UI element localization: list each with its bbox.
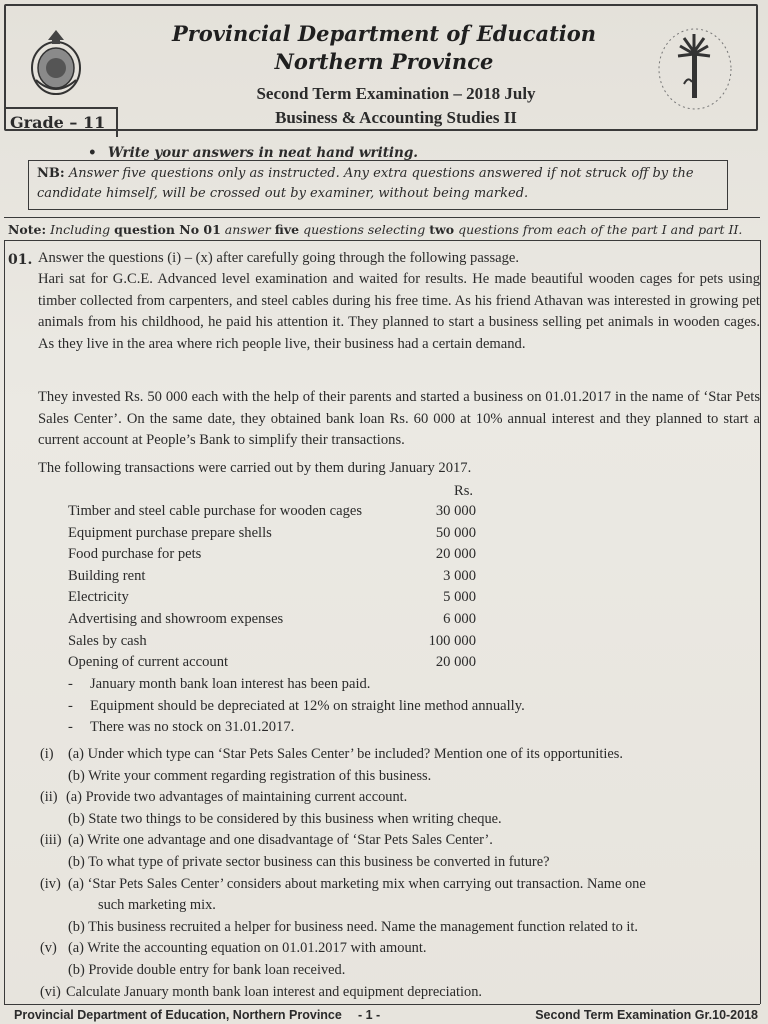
note-text: question No 01 — [114, 222, 221, 237]
table-row — [68, 611, 488, 633]
left-border — [4, 240, 5, 1004]
table-row — [68, 589, 488, 611]
passage-paragraph-1: Hari sat for G.C.E. Advanced level examination and waited for results. He made beautiful wooden cages for pets using timber collected from carpenters, and steel cables during his free time. As his friend Athavan was interested in growing pet animals from his childhood, he paid his attention it. They planned to start a business selling pet animals in wooden cages. As they live in the area where rich people live, their business had a certain demand. — [38, 271, 760, 352]
note-text: answer — [224, 222, 271, 237]
note-item: There was no stock on 31.01.2017. — [90, 719, 295, 736]
title-line-2: Northern Province — [274, 49, 494, 74]
transaction-amount: 5 000 — [443, 589, 476, 606]
sub-question-text: (b) Provide double entry for bank loan received. — [68, 961, 346, 978]
transaction-amount: 30 000 — [435, 503, 476, 519]
note-label: Note: — [8, 222, 47, 237]
subject-name: Business & Accounting Studies II — [275, 108, 517, 127]
instruction-bullet — [88, 145, 418, 161]
transaction-label: Equipment purchase prepare shells — [68, 524, 272, 541]
sri-lanka-emblem-icon — [28, 28, 84, 100]
table-row — [68, 654, 488, 676]
sub-question-text: (a) Write the accounting equation on 01.01.2017 with amount. — [68, 940, 427, 957]
page-number: - 1 - — [358, 1008, 381, 1022]
sub-question-text: (a) ‘Star Pets Sales Center’ considers about marketing mix when carrying out transaction. Name one — [68, 875, 646, 892]
sub-question — [40, 811, 762, 833]
transactions-table — [68, 503, 488, 676]
sub-question-text: (b) To what type of private sector business can this business be converted in future? — [68, 853, 550, 870]
note-line — [8, 222, 748, 237]
sub-question — [40, 768, 762, 790]
list-item: - Equipment should be depreciated at 12% on straight line method annually. — [68, 697, 525, 714]
sub-question — [40, 746, 762, 768]
sub-question-index: (iv) — [40, 875, 61, 892]
note-text: five — [274, 222, 300, 237]
passage-paragraph-2: They invested Rs. 50 000 each with the help of their parents and started a business on 01.01.2017 in the name of ‘Star Pets Sales Center’. On the same date, they obtained bank loan Rs. 60 000 at 10% annual interest and they planned to start a current account at People’s Bank to simplify their transactions. — [38, 389, 760, 448]
passage-paragraph-3: The following transactions were carried out by them during January 2017. — [38, 460, 472, 476]
divider — [4, 217, 760, 218]
page-title — [154, 20, 614, 76]
table-row — [68, 568, 488, 590]
list-item: - There was no stock on 31.01.2017. — [68, 719, 295, 736]
currency-header: Rs. — [454, 483, 474, 499]
sub-question-index: (vi) — [40, 983, 61, 1000]
note-text: two — [429, 222, 455, 237]
sub-question — [40, 789, 762, 811]
footer-exam: Second Term Examination Gr.10-2018 — [535, 1008, 758, 1022]
sub-question-text: (a) Under which type can ‘Star Pets Sales Center’ be included? Mention one of its opportunities. — [68, 746, 623, 762]
sub-question-text: (b) This business recruited a helper for business need. Name the management function related to it. — [68, 918, 638, 935]
sub-question — [40, 940, 762, 962]
title-line-1: Provincial Department of Education — [171, 21, 597, 46]
note-text: questions from each of the part I and part II. — [458, 222, 743, 237]
sub-question-text: (a) Provide two advantages of maintaining current account. — [66, 789, 408, 806]
palm-tree-emblem-icon — [654, 24, 736, 114]
sub-question-index: (v) — [40, 940, 57, 957]
sub-question — [40, 876, 762, 898]
transaction-label: Building rent — [68, 567, 146, 584]
transaction-amount: 50 000 — [435, 524, 476, 541]
footer-department: Provincial Department of Education, Northern Province — [14, 1008, 342, 1022]
transaction-label: Sales by cash — [68, 632, 147, 649]
note-text: questions selecting — [303, 222, 426, 237]
list-item: - January month bank loan interest has been paid. — [68, 676, 371, 692]
table-row — [68, 525, 488, 547]
instruction-text: Write your answers in neat hand writing. — [108, 145, 419, 161]
sub-question — [40, 897, 762, 919]
sub-question — [40, 962, 762, 984]
sub-questions — [40, 746, 762, 1005]
transaction-label: Opening of current account — [68, 654, 229, 671]
transaction-amount: 3 000 — [443, 567, 476, 584]
exam-name: Second Term Examination – 2018 July — [256, 84, 536, 103]
sub-question-text: (b) State two things to be considered by this business when writing cheque. — [68, 810, 502, 827]
sub-question-text: (a) Write one advantage and one disadvantage of ‘Star Pets Sales Center’. — [68, 832, 493, 849]
transaction-amount: 20 000 — [435, 546, 476, 563]
grade-label: Grade – 11 — [4, 107, 118, 137]
note-item: January month bank loan interest has been paid. — [90, 676, 371, 692]
table-row — [68, 503, 488, 525]
sub-question-text: such marketing mix. — [98, 897, 216, 914]
nb-label: NB: — [37, 166, 65, 181]
transaction-amount: 20 000 — [435, 654, 476, 671]
sub-question — [40, 919, 762, 941]
sub-question — [40, 984, 762, 1006]
transaction-label: Advertising and showroom expenses — [68, 610, 284, 627]
sub-question-text: Calculate January month bank loan interest and equipment depreciation. — [66, 983, 482, 1000]
question-number: 01. — [8, 252, 33, 268]
sub-question-index: (iii) — [40, 832, 62, 849]
sub-question — [40, 832, 762, 854]
nb-text: Answer five questions only as instructed. Any extra questions answered if not struck off by the candidate himself, will be crossed out by examiner, without being marked. — [37, 166, 694, 201]
transaction-label: Food purchase for pets — [68, 546, 202, 563]
bullet-icon: • — [88, 145, 97, 161]
sub-question-index: (i) — [40, 746, 54, 762]
question-intro: Answer the questions (i) – (x) after carefully going through the following passage. — [38, 250, 520, 266]
note-text: Including — [50, 222, 111, 237]
table-row — [68, 633, 488, 655]
sub-question — [40, 854, 762, 876]
exam-subtitle — [226, 82, 566, 130]
table-row — [68, 546, 488, 568]
divider — [4, 240, 760, 241]
transaction-amount: 6 000 — [443, 610, 476, 627]
transaction-amount: 100 000 — [428, 632, 476, 649]
transaction-notes — [68, 676, 525, 741]
transaction-label: Electricity — [68, 589, 129, 606]
note-item: Equipment should be depreciated at 12% on straight line method annually. — [90, 697, 525, 714]
nb-box — [28, 160, 728, 210]
sub-question-index: (ii) — [40, 789, 58, 806]
sub-question-text: (b) Write your comment regarding registration of this business. — [68, 767, 432, 784]
transaction-label: Timber and steel cable purchase for wooden cages — [68, 503, 363, 519]
header-box — [4, 4, 758, 131]
